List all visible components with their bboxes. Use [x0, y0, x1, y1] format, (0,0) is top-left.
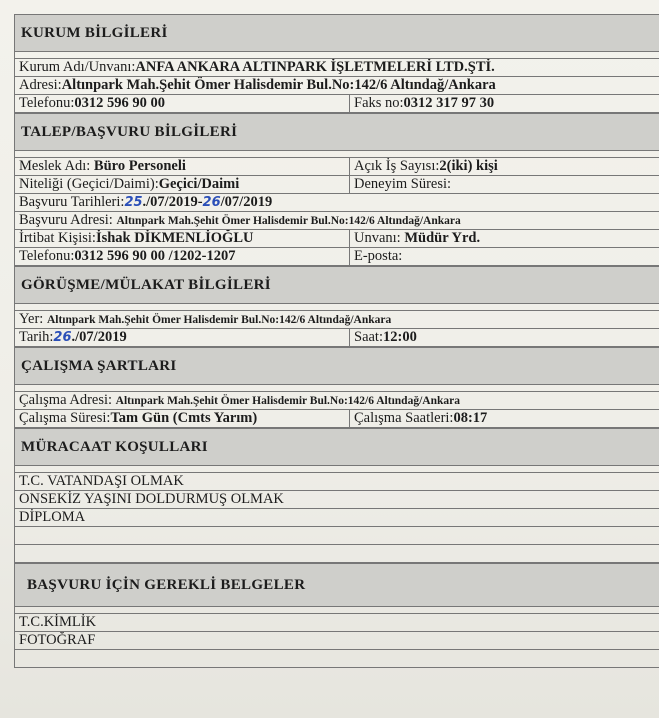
row-calisma-sure	[15, 410, 659, 428]
kurum-faks-label: Faks no:	[354, 95, 404, 111]
row-yer	[15, 310, 659, 329]
row-irtibat	[15, 230, 659, 248]
muracaat-empty-row	[15, 527, 659, 545]
muracaat-item	[15, 509, 659, 527]
calisma-sure-label: Çalışma Süresi:	[19, 410, 111, 426]
meslek-value: Büro Personeli	[93, 158, 186, 174]
row-kurum-telefon	[15, 95, 659, 113]
row-niteligi	[15, 176, 659, 194]
row-talep-telefon	[15, 248, 659, 266]
saat-value: 12:00	[383, 329, 417, 345]
muracaat-item-text: ONSEKİZ YAŞINI DOLDURMUŞ OLMAK	[19, 491, 284, 507]
belge-item	[15, 613, 659, 632]
kurum-adres-value: Altınpark Mah.Şehit Ömer Halisdemir Bul.No:142/6 Altındağ/Ankara	[61, 77, 496, 93]
row-basvuru-adres	[15, 212, 659, 230]
eposta-label: E-posta:	[354, 248, 403, 264]
deneyim-label: Deneyim Süresi:	[354, 176, 452, 192]
handwritten-day-start: 25	[124, 195, 143, 210]
section-calisma-title: ÇALIŞMA ŞARTLARI	[15, 347, 659, 385]
basvuru-adres-label: Başvuru Adresi:	[19, 212, 117, 228]
meslek-label: Meslek Adı:	[19, 158, 94, 174]
unvan-value: Müdür Yrd.	[404, 230, 481, 246]
row-gorusme-tarih	[15, 329, 659, 347]
calisma-adres-value: Altınpark Mah.Şehit Ömer Halisdemir Bul.No:142/6 Altındağ/Ankara	[115, 395, 460, 407]
kurum-telefon-value: 0312 596 90 00	[74, 95, 165, 111]
muracaat-item-text: T.C. VATANDAŞI OLMAK	[19, 473, 184, 489]
kurum-faks-value: 0312 317 97 30	[403, 95, 495, 111]
talep-telefon-value: 0312 596 90 00 /1202-1207	[74, 248, 236, 264]
row-kurum-adi	[15, 58, 659, 77]
basvuru-tarih-part2: /07/2019	[220, 194, 273, 210]
kurum-adi-label: Kurum Adı/Unvanı:	[19, 59, 136, 75]
acik-is-value: 2(iki) kişi	[439, 158, 498, 174]
muracaat-item	[15, 491, 659, 509]
belge-empty-row	[15, 650, 659, 668]
row-meslek	[15, 157, 659, 176]
muracaat-item	[15, 472, 659, 491]
handwritten-interview-day: 26	[53, 330, 72, 345]
calisma-saat-value: 08:17	[453, 410, 488, 426]
calisma-saat-label: Çalışma Saatleri:	[354, 410, 454, 426]
yer-label: Yer:	[19, 311, 47, 327]
irtibat-label: İrtibat Kişisi:	[19, 230, 96, 246]
section-belgeler-title: BAŞVURU İÇİN GEREKLİ BELGELER	[15, 563, 659, 607]
basvuru-tarih-part1: ./07/2019-	[142, 194, 203, 210]
row-calisma-adres	[15, 391, 659, 410]
row-basvuru-tarih	[15, 194, 659, 212]
muracaat-item-text: DİPLOMA	[19, 509, 86, 525]
section-talep-title: TALEP/BAŞVURU BİLGİLERİ	[15, 113, 659, 151]
gorusme-tarih-label: Tarih:	[19, 329, 54, 345]
kurum-adi-value: ANFA ANKARA ALTINPARK İŞLETMELERİ LTD.ŞTİ.	[135, 59, 495, 75]
belge-item	[15, 632, 659, 650]
section-gorusme-title: GÖRÜŞME/MÜLAKAT BİLGİLERİ	[15, 266, 659, 304]
talep-telefon-label: Telefonu:	[19, 248, 75, 264]
row-kurum-adres	[15, 77, 659, 95]
handwritten-day-end: 26	[202, 195, 221, 210]
calisma-sure-value: Tam Gün (Cmts Yarım)	[110, 410, 258, 426]
basvuru-tarih-label: Başvuru Tarihleri:	[19, 194, 125, 210]
niteligi-value: Geçici/Daimi	[158, 176, 240, 192]
gorusme-tarih-value: ./07/2019	[71, 329, 127, 345]
kurum-telefon-label: Telefonu:	[19, 95, 75, 111]
irtibat-value: İshak DİKMENLİOĞLU	[95, 230, 254, 246]
calisma-adres-label: Çalışma Adresi:	[19, 392, 116, 408]
belge-item-text: FOTOĞRAF	[19, 632, 96, 648]
belge-item-text: T.C.KİMLİK	[19, 614, 97, 630]
unvan-label: Unvanı:	[354, 230, 405, 246]
muracaat-empty-row	[15, 545, 659, 563]
kurum-adres-label: Adresi:	[19, 77, 62, 93]
application-form	[14, 14, 659, 668]
saat-label: Saat:	[354, 329, 383, 345]
section-kurum-title: KURUM BİLGİLERİ	[15, 14, 659, 52]
niteligi-label: Niteliği (Geçici/Daimi):	[19, 176, 159, 192]
acik-is-label: Açık İş Sayısı:	[354, 158, 440, 174]
yer-value: Altınpark Mah.Şehit Ömer Halisdemir Bul.No:142/6 Altındağ/Ankara	[46, 314, 392, 326]
section-muracaat-title: MÜRACAAT KOŞULLARI	[15, 428, 659, 466]
basvuru-adres-value: Altınpark Mah.Şehit Ömer Halisdemir Bul.No:142/6 Altındağ/Ankara	[116, 215, 461, 227]
